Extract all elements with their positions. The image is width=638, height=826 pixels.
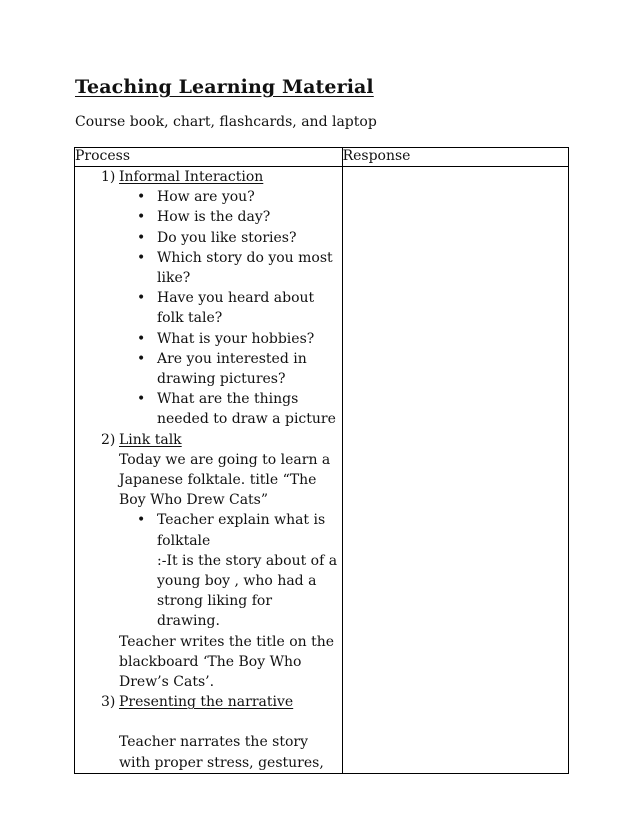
bullet-item: • Do you like stories? <box>75 228 342 248</box>
section-heading: Teaching Learning Material <box>75 76 374 98</box>
bullet-icon: • <box>137 350 146 367</box>
table-header-row <box>75 148 569 167</box>
bullet-icon: • <box>137 209 146 226</box>
step-3: 3) Presenting the narrative <box>101 694 294 711</box>
paragraph: Teacher writes the title on the blackboard ‘The Boy Who Drew’s Cats’. <box>119 633 335 691</box>
bullet-icon: • <box>137 512 146 529</box>
bullet-item: • Which story do you most like? <box>137 249 333 287</box>
step-2-title: Link talk <box>119 431 182 448</box>
bullet-item: • Have you heard about folk tale? <box>137 290 315 327</box>
bullet-icon: • <box>137 330 146 347</box>
blank-line <box>75 712 342 732</box>
bullet-icon: • <box>137 189 146 206</box>
response-column-header: Response <box>342 148 568 167</box>
bullet-icon: • <box>137 391 146 408</box>
step-1: 1) Informal Interaction <box>101 169 264 185</box>
step-3-title: Presenting the narrative <box>119 694 294 711</box>
bullet-item: • What is your hobbies? <box>75 329 342 349</box>
bullet-icon: • <box>137 249 146 266</box>
response-cell <box>342 167 568 774</box>
bullet-item: • How are you? <box>75 187 342 207</box>
step-1-title: Informal Interaction <box>119 169 264 185</box>
bullet-item: • Teacher explain what is folktale :-It is the story about of a young boy , who had a strong liking for drawing. <box>137 512 338 630</box>
bullet-icon: • <box>137 290 146 307</box>
bullet-item: • Are you interested in drawing pictures? <box>137 350 307 388</box>
paragraph: Teacher narrates the story with proper stress, gestures, <box>119 734 324 771</box>
bullet-item: • What are the things needed to draw a picture <box>137 391 336 428</box>
table-row <box>75 167 569 774</box>
lesson-table <box>74 147 569 774</box>
paragraph: Today we are going to learn a Japanese folktale. title “The Boy Who Drew Cats” <box>119 451 331 509</box>
process-column-header: Process <box>75 148 343 167</box>
materials-line: Course book, chart, flashcards, and laptop <box>75 114 377 130</box>
bullet-item: • How is the day? <box>75 207 342 227</box>
step-2: 2) Link talk <box>101 431 182 448</box>
process-cell <box>75 167 343 774</box>
bullet-icon: • <box>137 229 146 246</box>
